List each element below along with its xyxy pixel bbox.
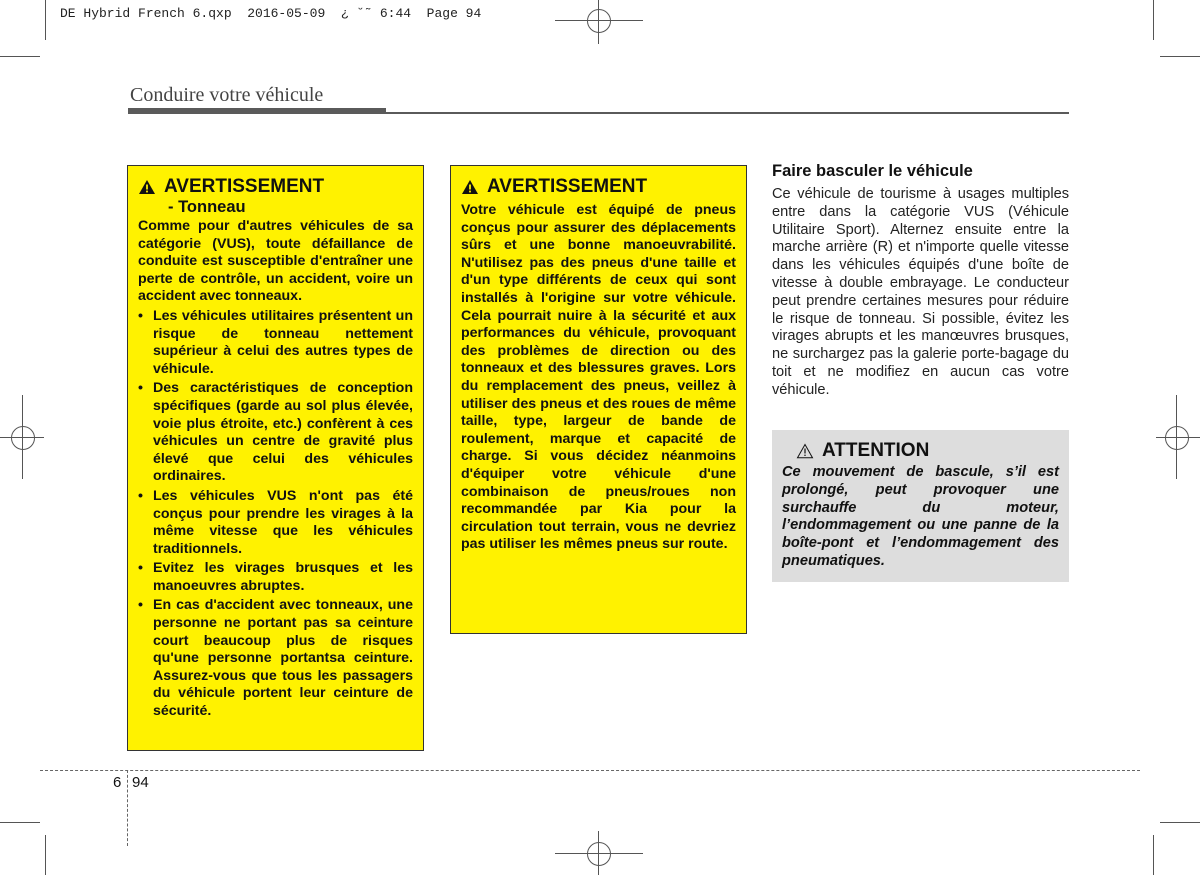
section-body: Ce véhicule de tourisme à usages multiples entre dans la catégorie VUS (Véhicule Utilitaire Sport). Alternez ensuite entre la marche arrière (R) et n'importe quelle vitesse dans les véhicules équipés d'une boîte de vitesse à double embrayage. Le conducteur peut prendre certaines mesures pour réduire le risque de tonneau. Si possible, évitez les virages abrupts et les manœuvres brusques, ne surchargez pas la galerie porte-bagage du toit et ne modifiez en aucun cas votre véhicule.	[772, 186, 1069, 398]
crop-mark	[1160, 822, 1200, 823]
attention-text: Ce mouvement de bascule, s’il est prolongé, peut provoquer une surchauffe du moteur, l’endommagement ou une panne de la boîte-pont et l’endommagement des pneumatiques.	[782, 464, 1059, 569]
footer-divider	[127, 770, 128, 846]
warning-heading-text: AVERTISSEMENT	[164, 176, 325, 197]
list-item: • Les véhicules VUS n'ont pas été conçus pour prendre les virages à la même vitesse que les véhicules traditionnels.	[138, 488, 413, 558]
header-rule-thin	[386, 112, 1069, 114]
crop-mark	[45, 0, 46, 40]
section-title: Faire basculer le véhicule	[772, 162, 973, 180]
warning-icon	[461, 179, 479, 195]
crop-mark	[1153, 835, 1154, 875]
crop-mark	[0, 56, 40, 57]
page-header-title: Conduire votre véhicule	[130, 84, 324, 106]
warning-box-rollover	[127, 165, 424, 751]
warning-subheading: - Tonneau	[168, 198, 246, 216]
warning-heading	[138, 176, 413, 198]
warning-box-tires	[450, 165, 747, 634]
caution-icon	[796, 443, 814, 459]
page-number: 94	[132, 774, 149, 791]
attention-box	[772, 430, 1069, 582]
list-item: • Les véhicules utilitaires présentent un risque de tonneau nettement supérieur à celui des autres types de véhicule.	[138, 308, 413, 378]
warning-bullet-list	[138, 308, 413, 721]
warning-text: Votre véhicule est équipé de pneus conçus pour assurer des déplacements sûrs et une bonne manoeuvrabilité. N'utilisez pas des pneus d'une taille et d'un type différents de ceux qui sont installés à l'origine sur votre véhicule. Cela pourrait nuire à la sécurité et aux performances du véhicule, provoquant des problèmes de direction ou des tonneaux et des blessures graves. Lors du remplacement des pneus, veillez à utiliser des pneus et des roues de même taille, type, largeur de bande de roulement, marque et capacité de charge. Si vous décidez néanmoins d'équiper votre véhicule d'une combinaison de pneus/roues non recommandée par Kia pour la circulation tout terrain, vous ne devriez pas utiliser les mêmes pneus sur route.	[461, 202, 736, 553]
print-slug: DE Hybrid French 6.qxp 2016-05-09 ¿ ˘˜ 6:44 Page 94	[60, 6, 482, 21]
list-item: • Evitez les virages brusques et les manoeuvres abruptes.	[138, 560, 413, 595]
footer-rule	[40, 770, 1140, 771]
header-rule	[128, 108, 386, 114]
crop-mark	[0, 822, 40, 823]
warning-heading-text: AVERTISSEMENT	[487, 176, 648, 197]
warning-intro: Comme pour d'autres véhicules de sa catégorie (VUS), toute défaillance de conduite est susceptible d'entraîner une perte de contrôle, un accident, voire un accident avec tonneaux.	[138, 218, 413, 305]
crop-mark	[1160, 56, 1200, 57]
crop-mark	[1153, 0, 1154, 40]
attention-heading-text: ATTENTION	[822, 440, 930, 461]
warning-icon	[138, 179, 156, 195]
warning-heading	[461, 176, 736, 198]
list-item: • En cas d'accident avec tonneaux, une personne ne portant pas sa ceinture court beaucoup plus de risques qu'une personne portantsa ceinture. Assurez-vous que tous les passagers du véhicule portent leur ceinture de sécurité.	[138, 597, 413, 720]
crop-mark	[45, 835, 46, 875]
attention-heading	[782, 440, 1059, 462]
list-item: • Des caractéristiques de conception spécifiques (garde au sol plus élevée, voie plus étroite, etc.) confèrent à ces véhicules un centre de gravité plus élevé que celui des véhicules ordinaires.	[138, 380, 413, 486]
chapter-number: 6	[113, 774, 122, 791]
